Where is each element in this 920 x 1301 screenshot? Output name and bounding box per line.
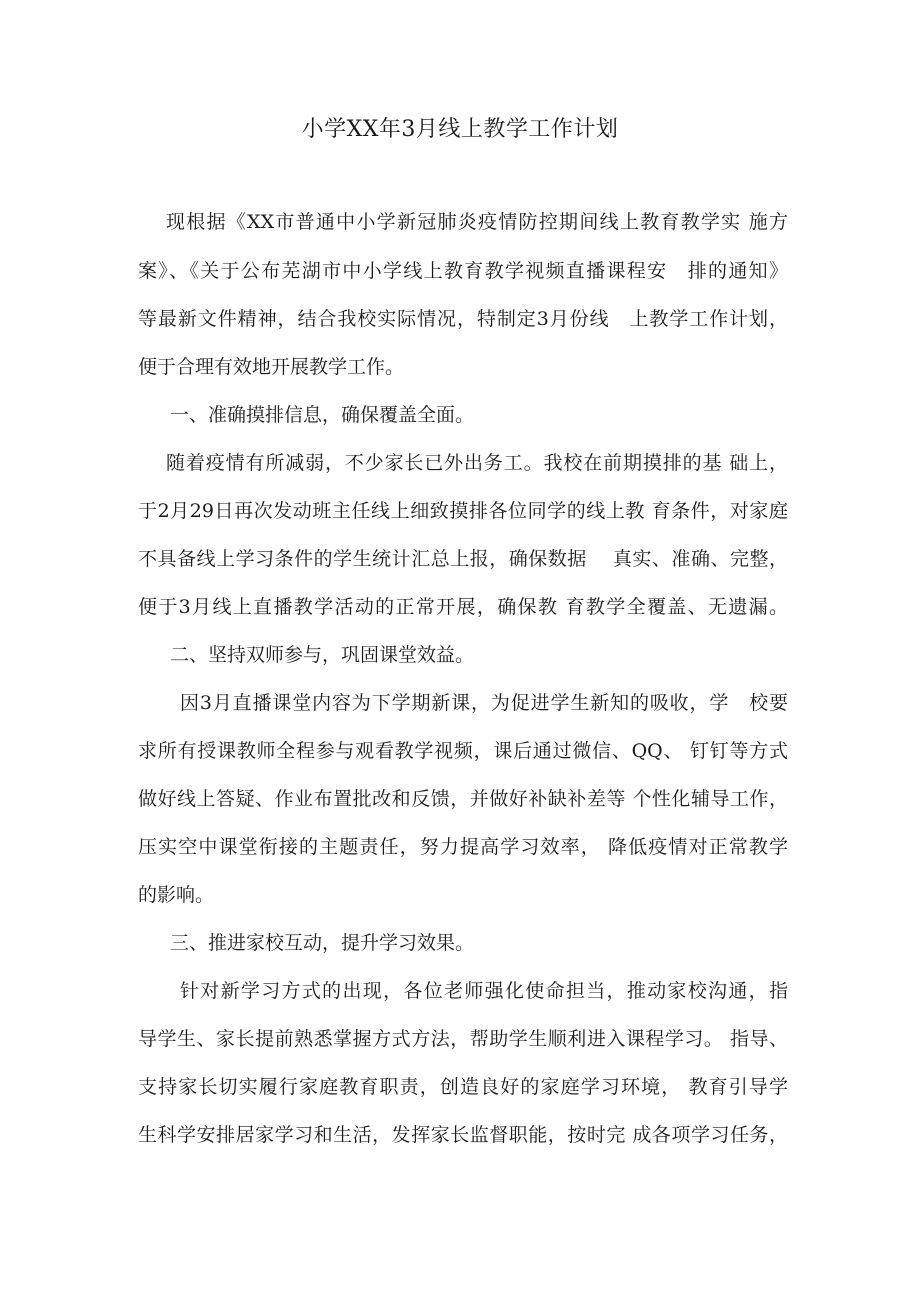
paragraph-line: 求所有授课教师全程参与观看教学视频，课后通过微信、QQ、 钉钉等方式 bbox=[138, 740, 788, 762]
paragraph-line: 现根据《XX市普通中小学新冠肺炎疫情防控期间线上教育教学实 施方 bbox=[166, 211, 788, 233]
paragraph-line: 针对新学习方式的出现，各位老师强化使命担当，推动家校沟通，指 bbox=[180, 980, 788, 1002]
paragraph-line: 随着疫情有所减弱，不少家长已外出务工。我校在前期摸排的基 础上， bbox=[166, 452, 788, 474]
paragraph-line: 做好线上答疑、作业布置批改和反馈，并做好补缺补差等 个性化辅导工作， bbox=[138, 788, 788, 810]
section-heading-1: 一、准确摸排信息，确保覆盖全面。 bbox=[170, 404, 475, 426]
paragraph-line: 案》、《关于公布芜湖市中小学线上教育教学视频直播课程安 排的通知》 bbox=[138, 260, 788, 282]
paragraph-line: 压实空中课堂衔接的主题责任，努力提高学习效率， 降低疫情对正常教学 bbox=[138, 836, 788, 858]
section-heading-3: 三、推进家校互动，提升学习效果。 bbox=[170, 932, 475, 954]
paragraph-line: 生科学安排居家学习和生活，发挥家长监督职能，按时完 成各项学习任务， bbox=[138, 1124, 788, 1146]
paragraph-line: 不具备线上学习条件的学生统计汇总上报，确保数据 真实、准确、完整， bbox=[138, 548, 788, 570]
paragraph-line: 便于合理有效地开展教学工作。 bbox=[138, 356, 405, 378]
paragraph-line: 等最新文件精神，结合我校实际情况，特制定3月份线 上教学工作计划， bbox=[138, 308, 788, 330]
document-title: 小学XX年3月线上教学工作计划 bbox=[301, 117, 619, 142]
paragraph-line: 因3月直播课堂内容为下学期新课，为促进学生新知的吸收，学 校要 bbox=[180, 692, 788, 714]
paragraph-line: 支持家长切实履行家庭教育职责，创造良好的家庭学习环境， 教育引导学 bbox=[138, 1076, 788, 1098]
paragraph-line: 的影响。 bbox=[138, 884, 215, 906]
paragraph-line: 便于3月线上直播教学活动的正常开展，确保教 育教学全覆盖、无遗漏。 bbox=[138, 596, 788, 618]
section-heading-2: 二、坚持双师参与，巩固课堂效益。 bbox=[170, 644, 475, 666]
paragraph-line: 于2月29日再次发动班主任线上细致摸排各位同学的线上教 育条件，对家庭 bbox=[138, 500, 788, 522]
paragraph-line: 导学生、家长提前熟悉掌握方式方法，帮助学生顺利进入课程学习。 指导、 bbox=[138, 1028, 788, 1050]
